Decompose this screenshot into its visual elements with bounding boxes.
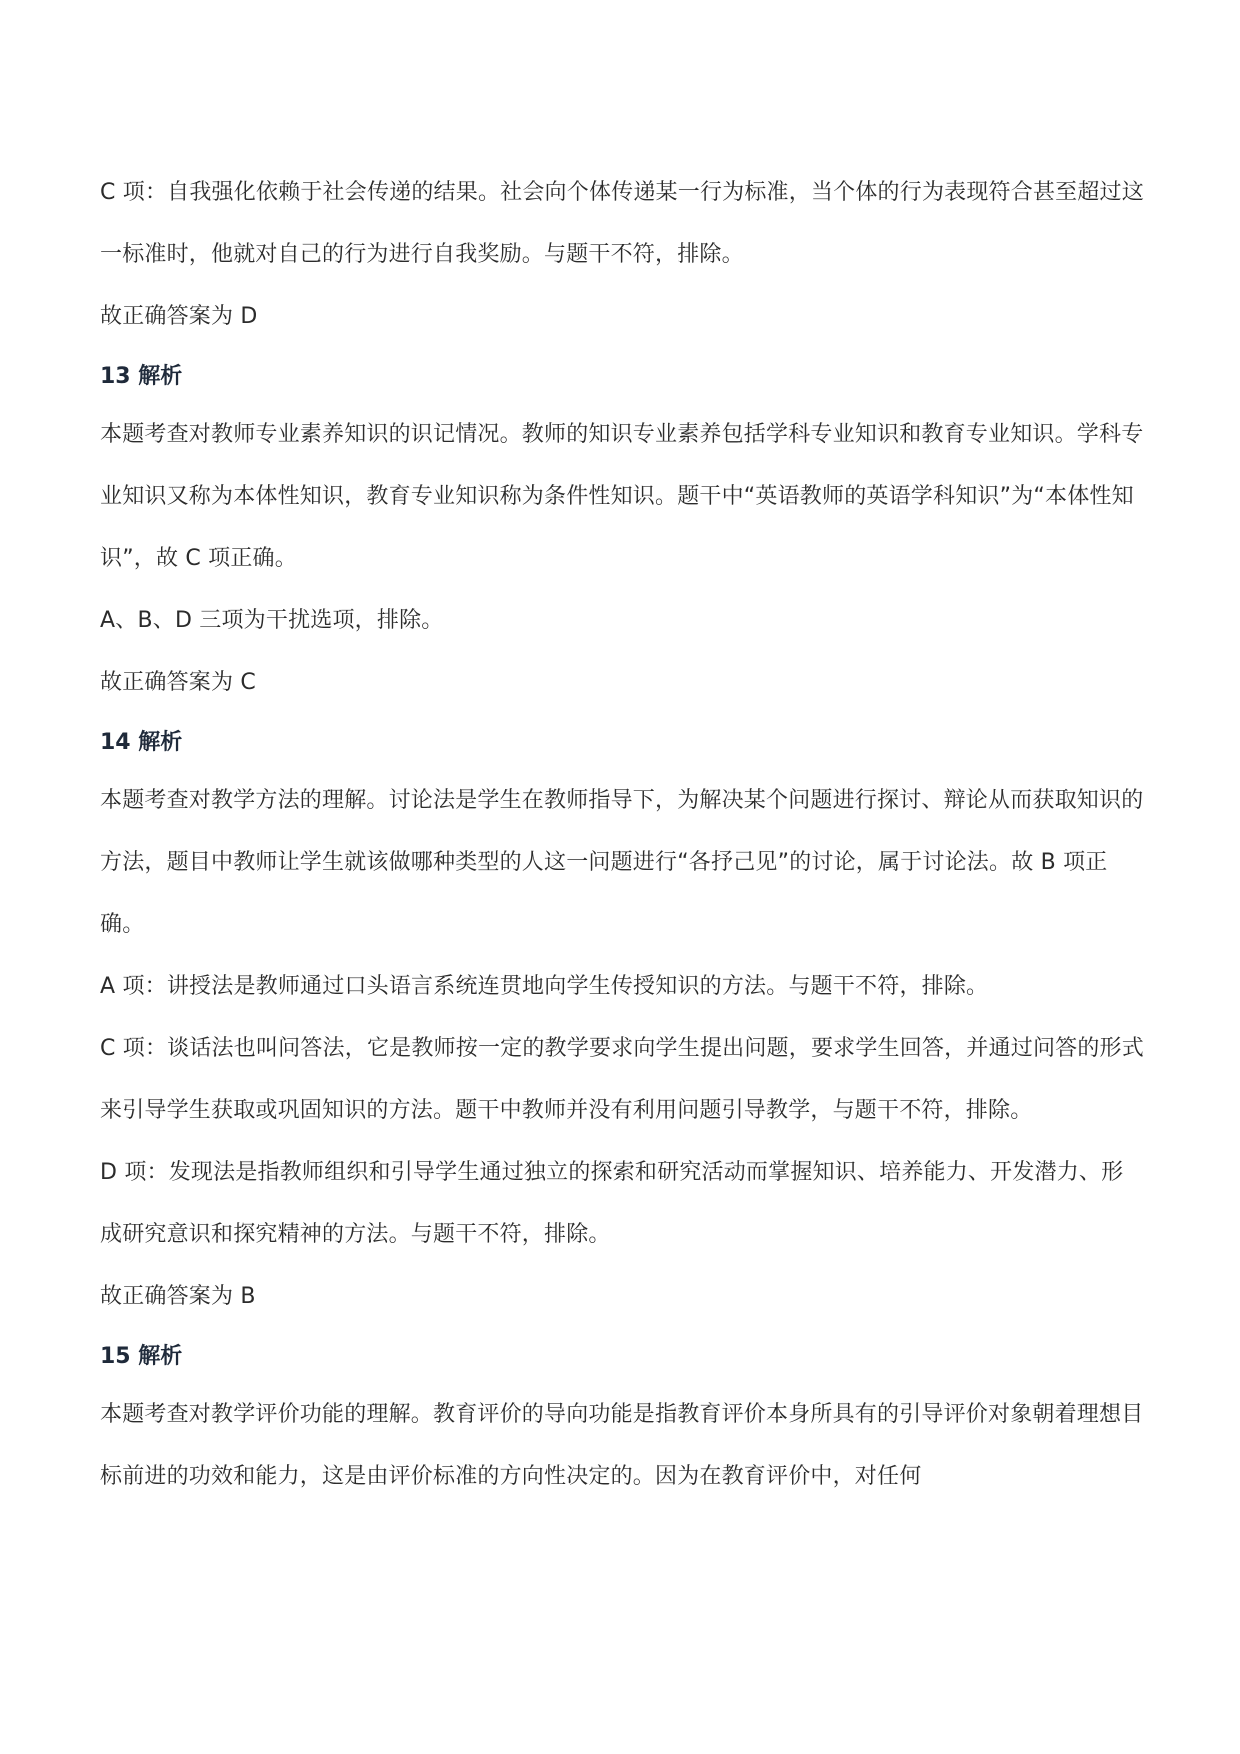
paragraph-14-analysis: 本题考查对教学方法的理解。讨论法是学生在教师指导下，为解决某个问题进行探讨、辩论从而获取知识的方法，题目中教师让学生就该做哪种类型的人这一问题进行“各抒己见”的讨论，属于讨论法。故 B 项正确。 [100,788,1144,937]
answer-line: 故正确答案为 C [100,670,256,695]
paragraph-14-option-c: C 项：谈话法也叫问答法，它是教师按一定的教学要求向学生提出问题，要求学生回答，并通过问答的形式来引导学生获取或巩固知识的方法。题干中教师并没有利用问题引导教学，与题干不符，排除。 [100,1036,1144,1123]
section-heading-15: 15 解析 [100,1344,183,1369]
document-page [100,162,1145,1508]
paragraph-13-analysis: 本题考查对教师专业素养知识的识记情况。教师的知识专业素养包括学科专业知识和教育专业知识。学科专业知识又称为本体性知识，教育专业知识称为条件性知识。题干中“英语教师的英语学科知识”为“本体性知识”，故 C 项正确。 [100,422,1144,571]
paragraph-option-c: C 项：自我强化依赖于社会传递的结果。社会向个体传递某一行为标准，当个体的行为表现符合甚至超过这一标准时，他就对自己的行为进行自我奖励。与题干不符，排除。 [100,180,1144,267]
paragraph-14-option-d: D 项：发现法是指教师组织和引导学生通过独立的探索和研究活动而掌握知识、培养能力、开发潜力、形成研究意识和探究精神的方法。与题干不符，排除。 [100,1160,1124,1247]
paragraph-15-analysis: 本题考查对教学评价功能的理解。教育评价的导向功能是指教育评价本身所具有的引导评价对象朝着理想目标前进的功效和能力，这是由评价标准的方向性决定的。因为在教育评价中，对任何 [100,1402,1144,1489]
answer-line: 故正确答案为 D [100,304,258,329]
section-heading-13: 13 解析 [100,364,183,389]
paragraph-14-option-a: A 项：讲授法是教师通过口头语言系统连贯地向学生传授知识的方法。与题干不符，排除。 [100,974,989,999]
section-heading-14: 14 解析 [100,730,183,755]
answer-line: 故正确答案为 B [100,1284,256,1309]
paragraph-13-distractors: A、B、D 三项为干扰选项，排除。 [100,608,444,633]
